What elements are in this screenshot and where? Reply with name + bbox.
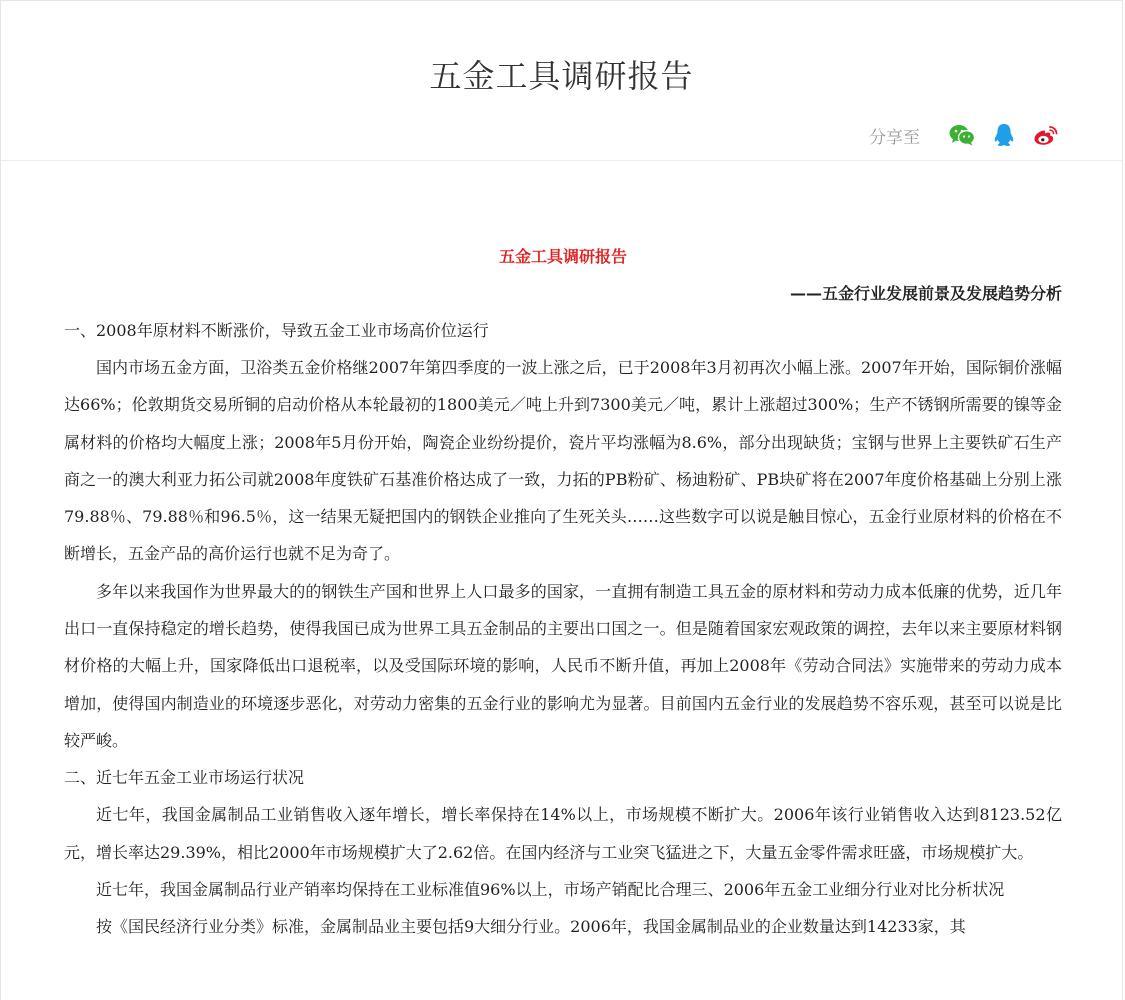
page-title: 五金工具调研报告: [429, 57, 694, 95]
section-heading: 二、近七年五金工业市场运行状况: [64, 768, 305, 788]
article-subtitle: ——五金行业发展前景及发展趋势分析: [789, 284, 1062, 303]
qq-icon[interactable]: [990, 121, 1018, 149]
paragraph: 多年以来我国作为世界最大的的钢铁生产国和世界上人口最多的国家，一直拥有制造工具五金的原材料和劳动力成本低廉的优势，近几年出口一直保持稳定的增长趋势，使得我国已成为世界工具五金制品的主要出口国之一。但是随着国家宏观政策的调控，去年以来主要原材料钢材价格的大幅上升，国家降低出口退税率，以及受国际环境的影响，人民币不断升值，再加上2008年《劳动合同法》实施带来的劳动力成本增加，使得国内制造业的环境逐步恶化，对劳动力密集的五金行业的影响尤为显著。目前国内五金行业的发展趋势不容乐观，甚至可以说是比较严峻。: [64, 581, 1062, 750]
share-bar: [869, 121, 1060, 149]
share-label: 分享至: [869, 127, 920, 148]
paragraph: 按《国民经济行业分类》标准，金属制品业主要包括9大细分行业。2006年，我国金属制品业的企业数量达到14233家，其: [96, 917, 966, 937]
paragraph: 近七年，我国金属制品工业销售收入逐年增长，增长率保持在14%以上，市场规模不断扩大。2006年该行业销售收入达到8123.52亿元，增长率达29.39%，相比2000年市场规模扩大了2.62倍。在国内经济与工业突飞猛进之下，大量五金零件需求旺盛，市场规模扩大。: [64, 805, 1062, 862]
paragraph: 近七年，我国金属制品行业产销率均保持在工业标准值96%以上，市场产销配比合理三、2006年五金工业细分行业对比分析状况: [96, 879, 1005, 899]
weibo-icon[interactable]: [1032, 121, 1060, 149]
wechat-icon[interactable]: [948, 121, 976, 149]
article-title: 五金工具调研报告: [498, 247, 627, 266]
article-body: [64, 239, 1062, 945]
section-heading: 一、2008年原材料不断涨价，导致五金工业市场高价位运行: [64, 321, 489, 340]
page-header: [1, 1, 1122, 161]
paragraph: 国内市场五金方面，卫浴类五金价格继2007年第四季度的一波上涨之后，已于2008年3月初再次小幅上涨。2007年开始，国际铜价涨幅达66%；伦敦期货交易所铜的启动价格从本轮最初的1800美元／吨上升到7300美元／吨，累计上涨超过300%；生产不锈钢所需要的镍等金属材料的价格均大幅度上涨；2008年5月份开始，陶瓷企业纷纷提价，瓷片平均涨幅为8.6%，部分出现缺货；宝钢与世界上主要铁矿石生产商之一的澳大利亚力拓公司就2008年度铁矿石基准价格达成了一致，力拓的PB粉矿、杨迪粉矿、PB块矿将在2007年度价格基础上分别上涨79.88％、79.88％和96.5％，这一结果无疑把国内的钢铁企业推向了生死关头……这些数字可以说是触目惊心，五金行业原材料的价格在不断增长，五金产品的高价运行也就不足为奇了。: [64, 358, 1062, 564]
